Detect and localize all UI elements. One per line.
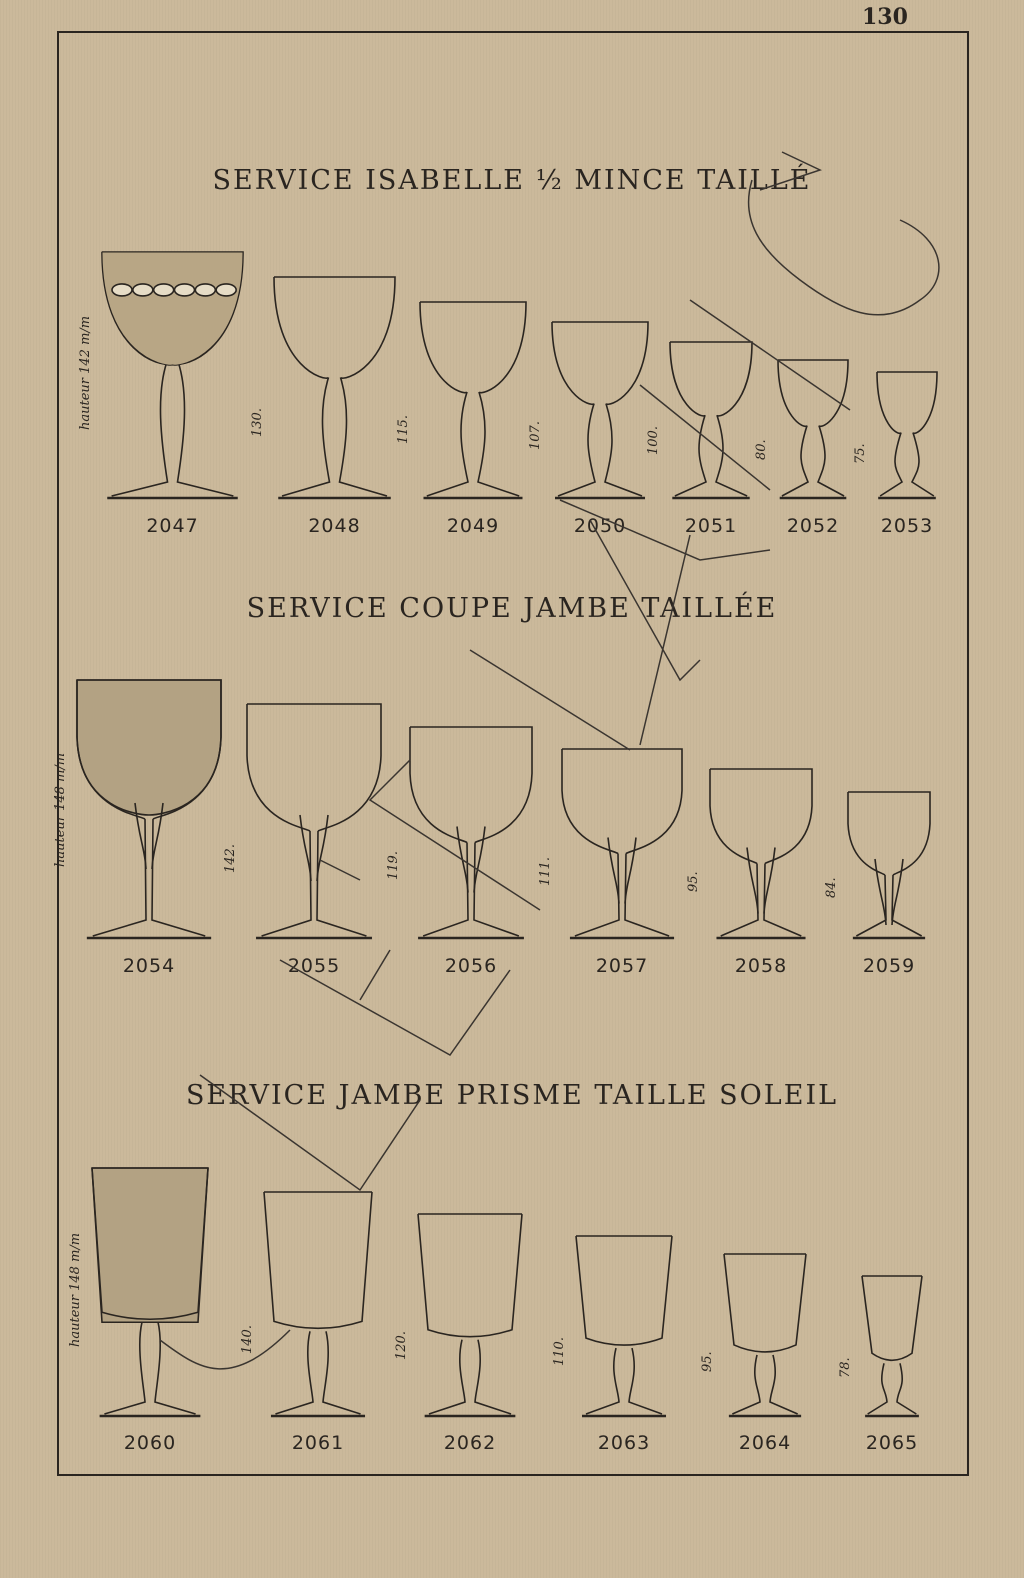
glass-number: 2056 bbox=[444, 955, 498, 977]
glass-number: 2055 bbox=[287, 955, 341, 977]
glass-number: 2052 bbox=[786, 515, 840, 537]
glass-number: 2063 bbox=[597, 1432, 651, 1454]
glass-height-label: 95. bbox=[700, 1350, 715, 1372]
section-title-isabelle: SERVICE ISABELLE ½ MINCE TAILLÉ bbox=[212, 165, 812, 196]
glass-height-label: 120. bbox=[394, 1331, 409, 1361]
glass-height-label: 110. bbox=[552, 1337, 567, 1367]
glass-height-label: 100. bbox=[646, 426, 661, 456]
glass-height-label: 84. bbox=[824, 877, 839, 898]
glass-number: 2060 bbox=[123, 1432, 177, 1454]
glass-number: 2064 bbox=[738, 1432, 792, 1454]
glass-number: 2061 bbox=[291, 1432, 345, 1454]
page-number: 130 bbox=[862, 4, 908, 30]
glass-number: 2054 bbox=[122, 955, 176, 977]
glass-height-label: 107. bbox=[528, 420, 543, 450]
glass-height-label: 95. bbox=[686, 870, 701, 892]
glass-number: 2050 bbox=[573, 515, 627, 537]
glass-height-label: 119. bbox=[386, 850, 401, 880]
glass-height-label: hauteur 142 m/m bbox=[78, 315, 93, 430]
glass-height-label: hauteur 148 m/m bbox=[53, 752, 68, 867]
glass-height-label: hauteur 148 m/m bbox=[68, 1233, 83, 1348]
glass-number: 2057 bbox=[595, 955, 649, 977]
section-title-coupe: SERVICE COUPE JAMBE TAILLÉE bbox=[246, 593, 778, 624]
glass-number: 2059 bbox=[862, 955, 916, 977]
glass-number: 2051 bbox=[684, 515, 738, 537]
glass-height-label: 130. bbox=[250, 408, 265, 437]
glass-number: 2047 bbox=[146, 515, 199, 537]
glass-number: 2053 bbox=[880, 515, 934, 537]
glass-number: 2048 bbox=[308, 515, 361, 537]
glass-number: 2065 bbox=[865, 1432, 919, 1454]
glass-number: 2062 bbox=[443, 1432, 497, 1454]
glass-height-label: 142. bbox=[223, 844, 238, 874]
glass-height-label: 80. bbox=[754, 439, 769, 461]
glass-height-label: 75. bbox=[853, 442, 868, 464]
glass-number: 2049 bbox=[446, 515, 500, 537]
glass-height-label: 140. bbox=[240, 1325, 255, 1355]
glass-height-label: 115. bbox=[396, 415, 411, 444]
glass-height-label: 78. bbox=[838, 1356, 853, 1378]
glass-height-label: 111. bbox=[538, 857, 553, 886]
section-title-prisme: SERVICE JAMBE PRISME TAILLE SOLEIL bbox=[185, 1080, 839, 1111]
glass-number: 2058 bbox=[734, 955, 788, 977]
